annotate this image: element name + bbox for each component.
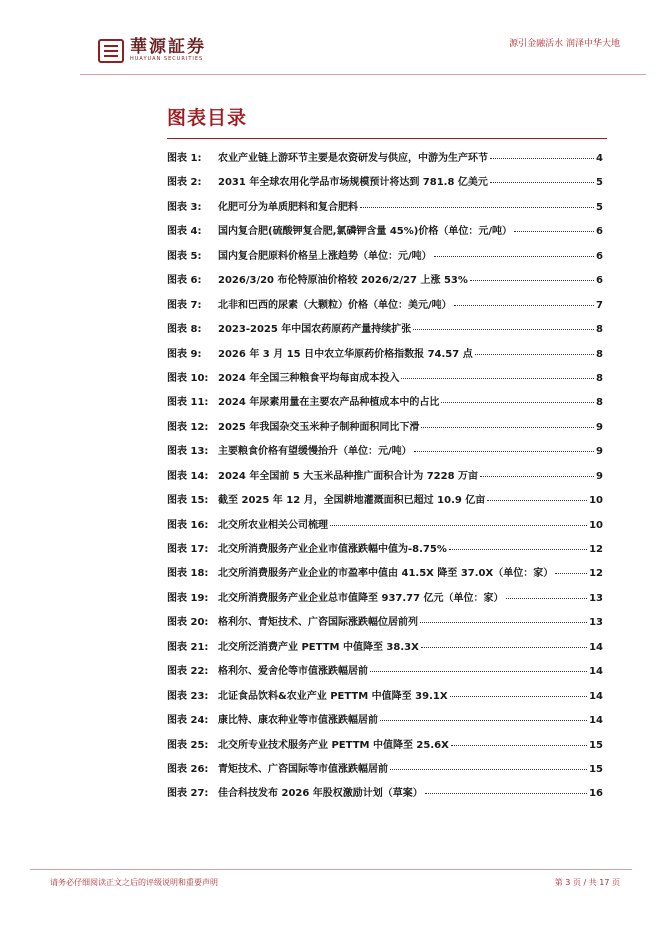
toc-entry-title: 青矩技术、广咨国际等市值涨跌幅居前 — [218, 763, 388, 775]
toc-entry[interactable] — [167, 345, 603, 369]
toc-entry-leader — [449, 549, 587, 550]
toc-entry[interactable] — [167, 467, 603, 491]
toc-entry-title: 康比特、康农种业等市值涨跌幅居前 — [218, 715, 378, 727]
page-number: 第 3 页 / 共 17 页 — [554, 878, 620, 887]
toc-entry-title: 国内复合肥(硫酸钾复合肥,氯磷钾含量 45%)价格（单位：元/吨） — [218, 226, 513, 238]
toc-entry-title: 2024 年全国前 5 大玉米品种推广面积合计为 7228 万亩 — [218, 470, 479, 482]
toc-entry-page: 12 — [589, 544, 603, 555]
toc-entry-page: 16 — [589, 788, 603, 800]
toc-entry-label: 图表 13: — [167, 446, 209, 458]
toc-entry-page: 13 — [589, 617, 603, 629]
toc-entry-label: 图表 2: — [167, 177, 202, 189]
toc-entry-leader — [451, 745, 587, 746]
toc-entry-leader — [434, 256, 594, 257]
toc-entry-leader — [420, 622, 587, 623]
toc-entry-page: 8 — [596, 397, 603, 409]
toc-entry-leader — [480, 476, 594, 477]
toc-entry-title: 2024 年全国三种粮食平均每亩成本投入 — [218, 372, 400, 384]
toc-entry-leader — [421, 427, 594, 428]
toc-entry-page: 8 — [596, 348, 603, 360]
toc-entry-title: 2023-2025 年中国农药原药产量持续扩张 — [218, 324, 412, 336]
toc-entry-label: 图表 15: — [167, 495, 209, 507]
toc-entry-page: 15 — [589, 763, 603, 775]
toc-entry[interactable] — [167, 369, 603, 393]
toc-entry[interactable] — [167, 442, 603, 466]
toc-entry-title: 佳合科技发布 2026 年股权激励计划（草案） — [218, 788, 423, 800]
toc-entry-title: 2024 年尿素用量在主要农产品种植成本中的占比 — [218, 397, 440, 409]
toc-entry-page: 7 — [596, 299, 603, 311]
toc-entry-label: 图表 3: — [167, 201, 202, 213]
toc-entry[interactable] — [167, 516, 603, 540]
toc-entry[interactable] — [167, 149, 603, 173]
footer-disclaimer: 请务必仔细阅读正文之后的评级说明和重要声明 — [50, 878, 218, 887]
toc-entry-page: 14 — [589, 690, 603, 702]
toc-entry-title: 北交所消费服务产业企业总市值降至 937.77 亿元（单位：家） — [218, 592, 504, 604]
toc-entry-leader — [370, 671, 587, 672]
toc-entry-leader — [475, 354, 594, 355]
company-logo — [98, 38, 206, 63]
toc-entry-label: 图表 16: — [167, 519, 209, 531]
toc-entry-label: 图表 4: — [167, 226, 202, 238]
toc-entry-leader — [514, 231, 594, 232]
toc-entry[interactable] — [167, 320, 603, 344]
toc-entry[interactable] — [167, 784, 603, 808]
footer-divider — [30, 869, 632, 870]
toc-entry-label: 图表 22: — [167, 666, 209, 678]
toc-entry-page: 14 — [589, 715, 603, 727]
toc-entry-page: 9 — [596, 421, 603, 433]
toc-entry-title: 主要粮食价格有望缓慢抬升（单位：元/吨） — [218, 446, 412, 458]
toc-entry-label: 图表 7: — [167, 299, 202, 311]
toc-entry-title: 北交所专业技术服务产业 PETTM 中值降至 25.6X — [218, 739, 449, 751]
logo-chinese-name: 華源証券 — [130, 37, 206, 57]
toc-entry-page: 8 — [596, 372, 603, 384]
toc-entry[interactable] — [167, 296, 603, 320]
toc-entry[interactable] — [167, 589, 603, 613]
toc-entry-label: 图表 18: — [167, 568, 209, 580]
toc-entry-page: 14 — [589, 641, 603, 653]
toc-entry-page: 14 — [589, 666, 603, 678]
toc-entry-leader — [413, 329, 594, 330]
toc-entry-title: 2031 年全球农用化学品市场规模预计将达到 781.8 亿美元 — [218, 177, 488, 189]
toc-entry[interactable] — [167, 760, 603, 784]
toc-entry[interactable] — [167, 564, 603, 588]
toc-entry[interactable] — [167, 540, 603, 564]
toc-entry-label: 图表 9: — [167, 348, 202, 360]
toc-entry-page: 15 — [589, 739, 603, 751]
toc-entry-leader — [330, 525, 587, 526]
toc-entry-leader — [454, 305, 594, 306]
toc-entry-page: 9 — [596, 470, 603, 482]
figure-list — [167, 149, 603, 809]
toc-entry-leader — [506, 598, 588, 599]
toc-entry[interactable] — [167, 418, 603, 442]
toc-entry-label: 图表 10: — [167, 372, 209, 384]
toc-entry-title: 北交所农业相关公司梳理 — [218, 519, 328, 531]
toc-entry-page: 12 — [589, 568, 603, 580]
toc-entry-title: 截至 2025 年 12 月，全国耕地灌溉面积已超过 10.9 亿亩 — [218, 495, 486, 507]
toc-entry-title: 北证食品饮料&农业产业 PETTM 中值降至 39.1X — [218, 690, 448, 702]
toc-entry-label: 图表 6: — [167, 275, 202, 287]
toc-entry-leader — [470, 280, 594, 281]
toc-entry-page: 9 — [596, 446, 603, 458]
toc-entry-leader — [487, 500, 587, 501]
toc-entry-leader — [450, 696, 588, 697]
toc-entry[interactable] — [167, 736, 603, 760]
toc-entry-leader — [425, 793, 587, 794]
page-footer — [0, 862, 662, 936]
toc-entry-label: 图表 14: — [167, 470, 209, 482]
toc-entry-leader — [490, 158, 594, 159]
toc-entry-leader — [441, 402, 594, 403]
toc-entry-label: 图表 26: — [167, 763, 209, 775]
toc-entry-label: 图表 8: — [167, 324, 202, 336]
logo-mark-icon — [98, 39, 124, 63]
toc-entry-leader — [414, 451, 594, 452]
toc-entry[interactable] — [167, 393, 603, 417]
header-divider — [80, 74, 646, 75]
toc-entry-label: 图表 12: — [167, 421, 209, 433]
toc-entry-leader — [390, 769, 587, 770]
toc-entry-title: 北交所消费服务产业企业市值涨跌幅中值为-8.75% — [218, 544, 447, 555]
toc-entry-label: 图表 19: — [167, 592, 209, 604]
toc-entry-label: 图表 24: — [167, 715, 209, 727]
page-header — [0, 0, 662, 76]
toc-entry[interactable] — [167, 491, 603, 515]
toc-entry-page: 8 — [596, 324, 603, 336]
toc-entry-title: 2026/3/20 布伦特原油价格较 2026/2/27 上涨 53% — [218, 275, 468, 287]
toc-entry-label: 图表 1: — [167, 153, 202, 164]
toc-entry[interactable] — [167, 638, 603, 662]
toc-entry-page: 5 — [596, 177, 603, 189]
toc-entry-page: 4 — [596, 153, 603, 164]
toc-entry[interactable] — [167, 173, 603, 197]
toc-entry[interactable] — [167, 222, 603, 246]
toc-entry-title: 化肥可分为单质肥料和复合肥料 — [218, 201, 358, 213]
toc-entry-leader — [490, 182, 594, 183]
toc-entry-page: 6 — [596, 275, 603, 287]
toc-entry-label: 图表 5: — [167, 250, 202, 262]
toc-entry[interactable] — [167, 271, 603, 295]
toc-entry-page: 5 — [596, 201, 603, 213]
toc-entry-title: 格利尔、爱舍伦等市值涨跌幅居前 — [218, 666, 368, 678]
toc-entry-label: 图表 21: — [167, 641, 209, 653]
toc-entry-page: 10 — [589, 495, 603, 507]
toc-entry-label: 图表 25: — [167, 739, 209, 751]
toc-entry-label: 图表 23: — [167, 690, 209, 702]
toc-entry-title: 国内复合肥原料价格呈上涨趋势（单位：元/吨） — [218, 250, 432, 262]
toc-entry-title: 北非和巴西的尿素（大颗粒）价格（单位：美元/吨） — [218, 299, 452, 311]
toc-entry[interactable] — [167, 662, 603, 686]
toc-entry-label: 图表 27: — [167, 788, 209, 800]
page-title: 图表目录 — [167, 107, 248, 129]
toc-entry-page: 6 — [596, 250, 603, 262]
toc-entry[interactable] — [167, 198, 603, 222]
toc-entry-page: 6 — [596, 226, 603, 238]
toc-entry-label: 图表 17: — [167, 544, 209, 555]
toc-entry-page: 13 — [589, 592, 603, 604]
toc-entry-title: 2026 年 3 月 15 日中农立华原药价格指数报 74.57 点 — [218, 348, 473, 360]
toc-entry[interactable] — [167, 687, 603, 711]
toc-entry-label: 图表 20: — [167, 617, 209, 629]
toc-entry-leader — [421, 647, 587, 648]
toc-entry-leader — [380, 720, 587, 721]
toc-entry-title: 2025 年我国杂交玉米种子制种面积同比下滑 — [218, 421, 420, 433]
header-slogan: 源引金融活水 润泽中华大地 — [509, 39, 620, 49]
toc-entry-title: 格利尔、青矩技术、广咨国际涨跌幅位居前列 — [218, 617, 418, 629]
toc-entry[interactable] — [167, 247, 603, 271]
toc-entry[interactable] — [167, 711, 603, 735]
title-divider — [167, 138, 607, 139]
toc-entry-title: 农业产业链上游环节主要是农资研发与供应，中游为生产环节 — [218, 153, 488, 164]
logo-english-name: HUAYUAN SECURITIES — [130, 56, 204, 62]
toc-entry-title: 北交所泛消费产业 PETTM 中值降至 38.3X — [218, 641, 419, 653]
toc-entry-leader — [555, 573, 587, 574]
toc-entry-page: 10 — [589, 519, 603, 531]
toc-entry[interactable] — [167, 613, 603, 637]
toc-entry-leader — [360, 207, 594, 208]
toc-entry-title: 北交所消费服务产业企业的市盈率中值由 41.5X 降至 37.0X（单位：家） — [218, 568, 554, 580]
toc-entry-label: 图表 11: — [167, 397, 209, 409]
toc-entry-leader — [401, 378, 594, 379]
